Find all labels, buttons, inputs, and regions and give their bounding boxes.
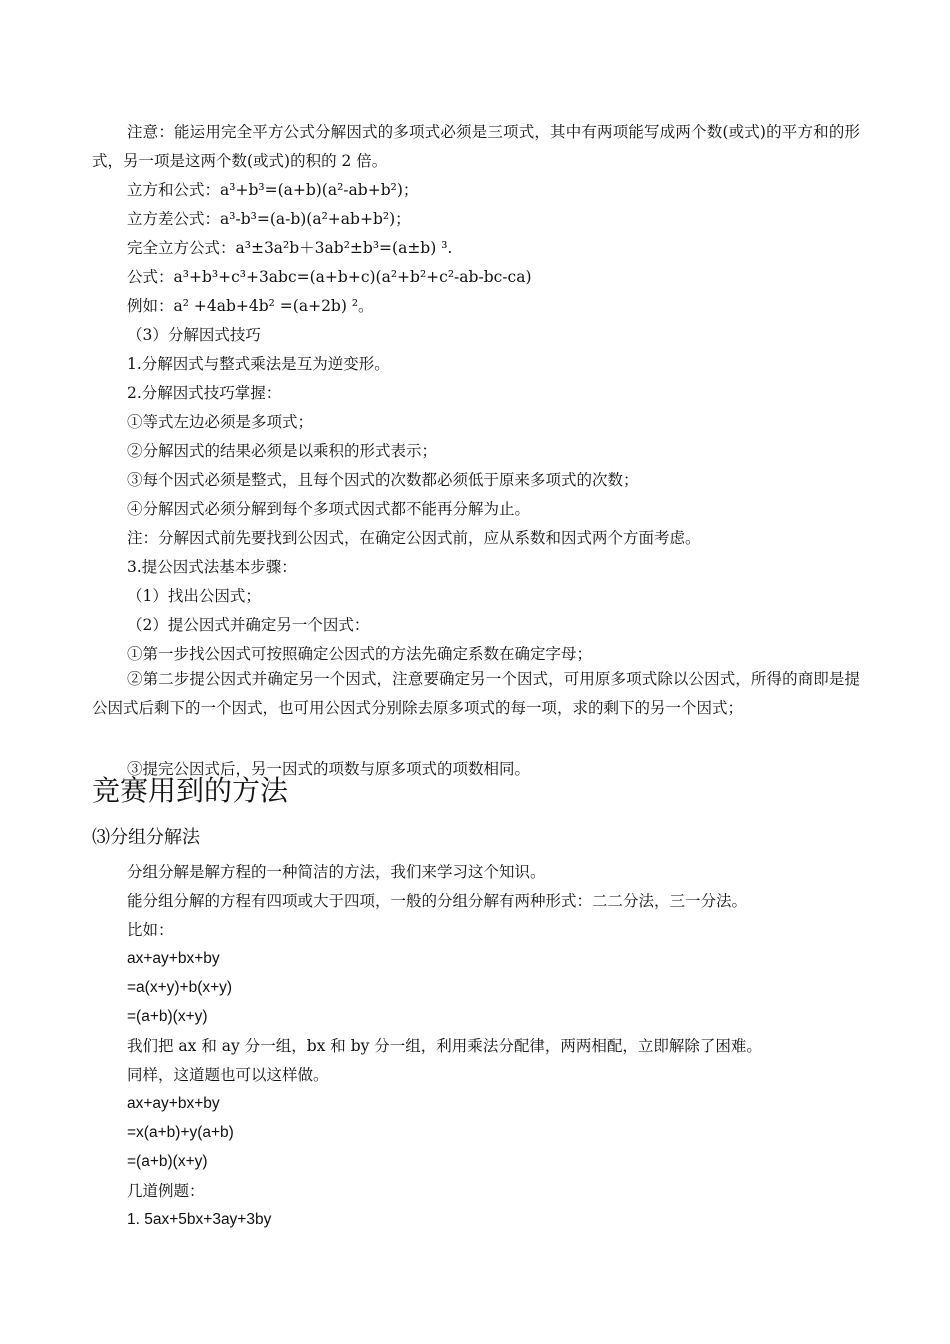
grouping-example-label: 比如： <box>127 921 174 939</box>
section-heading: 竞赛用到的方法 <box>92 774 289 807</box>
step-2c: ③提完公因式后，另一因式的项数与原多项式的项数相同。 <box>127 760 531 778</box>
tip-2: 2.分解因式技巧掌握： <box>127 384 282 402</box>
subsection-heading: ⑶分组分解法 <box>92 827 200 848</box>
equation-line: =a(x+y)+b(x+y) <box>127 979 233 996</box>
condition-3: ③每个因式必须是整式，且每个因式的次数都必须低于原来多项式的次数； <box>127 471 639 489</box>
section-3-title: （3）分解因式技巧 <box>127 326 261 344</box>
grouping-explanation: 我们把 ax 和 ay 分一组，bx 和 by 分一组，利用乘法分配律，两两相配，立即解除了困难。 <box>127 1037 762 1055</box>
tip-1: 1.分解因式与整式乘法是互为逆变形。 <box>127 355 390 373</box>
equation-line: =(a+b)(x+y) <box>127 1008 208 1025</box>
step-1: （1）找出公因式； <box>127 587 261 605</box>
perfect-cube-formula: 完全立方公式：a³±3a²b＋3ab²±b³=(a±b) ³. <box>127 239 453 257</box>
equation-line: =x(a+b)+y(a+b) <box>127 1124 234 1141</box>
cube-sum-formula: 立方和公式：a³+b³=(a+b)(a²-ab+b²)； <box>127 181 419 199</box>
note-paragraph: 注意：能运用完全平方公式分解因式的多项式必须是三项式，其中有两项能写成两个数(或式)的平方和的形式，另一项是这两个数(或式)的积的 2 倍。 <box>92 123 860 170</box>
condition-1: ①等式左边必须是多项式； <box>127 413 314 431</box>
note-2: 注：分解因式前先要找到公因式，在确定公因式前，应从系数和因式两个方面考虑。 <box>127 529 701 547</box>
cube-difference-formula: 立方差公式：a³-b³=(a-b)(a²+ab+b²)； <box>127 210 411 228</box>
grouping-alternative: 同样，这道题也可以这样做。 <box>127 1066 329 1084</box>
tip-3: 3.提公因式法基本步骤： <box>127 558 297 576</box>
example-line: 例如：a² +4ab+4b² =(a+2b) ²。 <box>127 297 374 315</box>
step-2: （2）提公因式并确定另一个因式： <box>127 616 370 634</box>
condition-4: ④分解因式必须分解到每个多项式因式都不能再分解为止。 <box>127 500 531 518</box>
examples-label: 几道例题： <box>127 1182 205 1200</box>
step-2b-paragraph: ②第二步提公因式并确定另一个因式，注意要确定另一个因式，可用原多项式除以公因式，所得的商即是提公因式后剩下的一个因式，也可用公因式分别除去原多项式的每一项，求的剩下的另一个因式； <box>92 670 860 717</box>
step-2a: ①第一步找公因式可按照确定公因式的方法先确定系数在确定字母； <box>127 645 593 663</box>
equation-line: =(a+b)(x+y) <box>127 1153 208 1170</box>
condition-2: ②分解因式的结果必须是以乘积的形式表示； <box>127 442 438 460</box>
equation-line: ax+ay+bx+by <box>127 1095 220 1112</box>
example-question-1: 1. 5ax+5bx+3ay+3by <box>127 1211 272 1228</box>
grouping-intro: 分组分解是解方程的一种简洁的方法，我们来学习这个知识。 <box>127 863 546 881</box>
grouping-forms: 能分组分解的方程有四项或大于四项，一般的分组分解有两种形式：二二分法，三一分法。 <box>127 892 748 910</box>
sum-of-cubes-formula: 公式：a³+b³+c³+3abc=(a+b+c)(a²+b²+c²-ab-bc-ca) <box>127 268 532 286</box>
equation-line: ax+ay+bx+by <box>127 950 220 967</box>
